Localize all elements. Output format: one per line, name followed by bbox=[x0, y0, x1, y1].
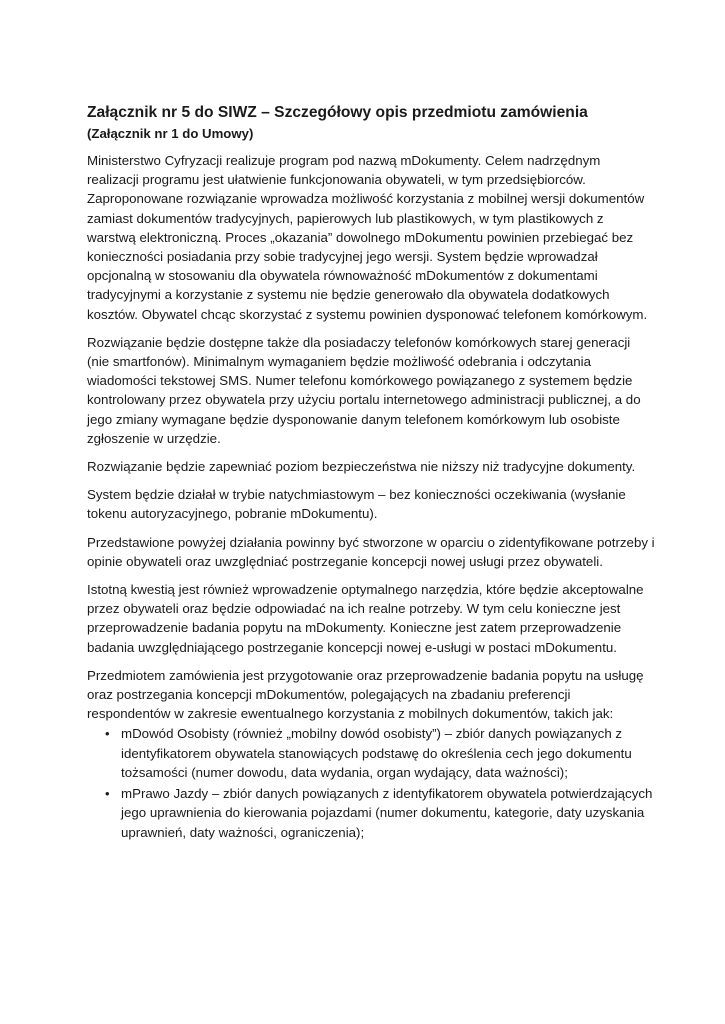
document-title: Załącznik nr 5 do SIWZ – Szczegółowy opis przedmiotu zamówienia bbox=[87, 104, 588, 121]
paragraph: Przedstawione powyżej działania powinny być stworzone w oparciu o zidentyfikowane potrzeby i opinie obywateli oraz uwzględniać postrzeganie koncepcji nowej usługi przez obywateli. bbox=[87, 534, 655, 569]
paragraph: Przedmiotem zamówienia jest przygotowanie oraz przeprowadzenie badania popytu na usługę oraz postrzegania koncepcji mDokumentów, polegających na zbadaniu preferencji respondentów w zakresie ewentualnego korzystania z mobilnych dokumentów, takich jak: bbox=[87, 667, 644, 722]
list-item bbox=[87, 784, 655, 842]
paragraph: Ministerstwo Cyfryzacji realizuje program pod nazwą mDokumenty. Celem nadrzędnym realizacji programu jest ułatwienie funkcjonowania obywateli, w tym przedsiębiorców. Zaproponowane rozwiązanie wprowadza możliwość korzystania z mobilnej wersji dokumentów zamiast dokumentów tradycyjnych, papierowych lub plastikowych, w tym plastikowych z warstwą elektroniczną. Proces „okazania” dowolnego mDokumentu powinien przebiegać bez konieczności posiadania przy sobie tradycyjnej jego wersji. System będzie wprowadzał opcjonalną w stosowaniu dla obywatela równoważność mDokumentów z dokumentami tradycyjnymi a korzystanie z systemu nie będzie generowało dla obywatela dodatkowych kosztów. Obywatel chcąc skorzystać z systemu powinien dysponować telefonem komórkowym. bbox=[87, 153, 648, 322]
document-bullet-list bbox=[87, 724, 655, 841]
list-item bbox=[87, 724, 655, 782]
paragraph: Istotną kwestią jest również wprowadzenie optymalnego narzędzia, które będzie akceptowalne przez obywateli oraz będzie odpowiadać na ich realne potrzeby. W tym celu konieczne jest przeprowadzenie badania popytu na mDokumenty. Konieczne jest zatem przeprowadzenie badania uwzględniającego postrzeganie koncepcji nowej e-usługi w postaci mDokumentu. bbox=[87, 582, 644, 655]
document-subtitle: (Załącznik nr 1 do Umowy) bbox=[87, 126, 254, 141]
list-item-text: mPrawo Jazdy – zbiór danych powiązanych z identyfikatorem obywatela potwierdzających jego uprawnienia do kierowania pojazdami (numer dokumentu, kategorie, daty uzyskania uprawnień, daty ważności, ograniczenia); bbox=[121, 786, 653, 840]
paragraph: System będzie działał w trybie natychmiastowym – bez konieczności oczekiwania (wysłanie tokenu autoryzacyjnego, pobranie mDokumentu). bbox=[87, 487, 626, 522]
list-item-text: mDowód Osobisty (również „mobilny dowód osobisty”) – zbiór danych powiązanych z identyfikatorem obywatela stanowiących podstawę do określenia cech jego dokumentu tożsamości (numer dowodu, data wydania, organ wydający, data ważności); bbox=[121, 726, 632, 780]
paragraph: Rozwiązanie będzie zapewniać poziom bezpieczeństwa nie niższy niż tradycyjne dokumenty. bbox=[87, 459, 636, 475]
paragraph: Rozwiązanie będzie dostępne także dla posiadaczy telefonów komórkowych starej generacji (nie smartfonów). Minimalnym wymaganiem będzie możliwość odebrania i odczytania wiadomości tekstowej SMS. Numer telefonu komórkowego powiązanego z systemem będzie kontrolowany przez obywatela przy użyciu portalu internetowego administracji publicznej, a do jego zmiany wymagane będzie dysponowanie danym telefonem komórkowym lub osobiste zgłoszenie w urzędzie. bbox=[87, 334, 641, 446]
bullet-icon: • bbox=[105, 726, 110, 742]
bullet-icon: • bbox=[105, 786, 110, 802]
